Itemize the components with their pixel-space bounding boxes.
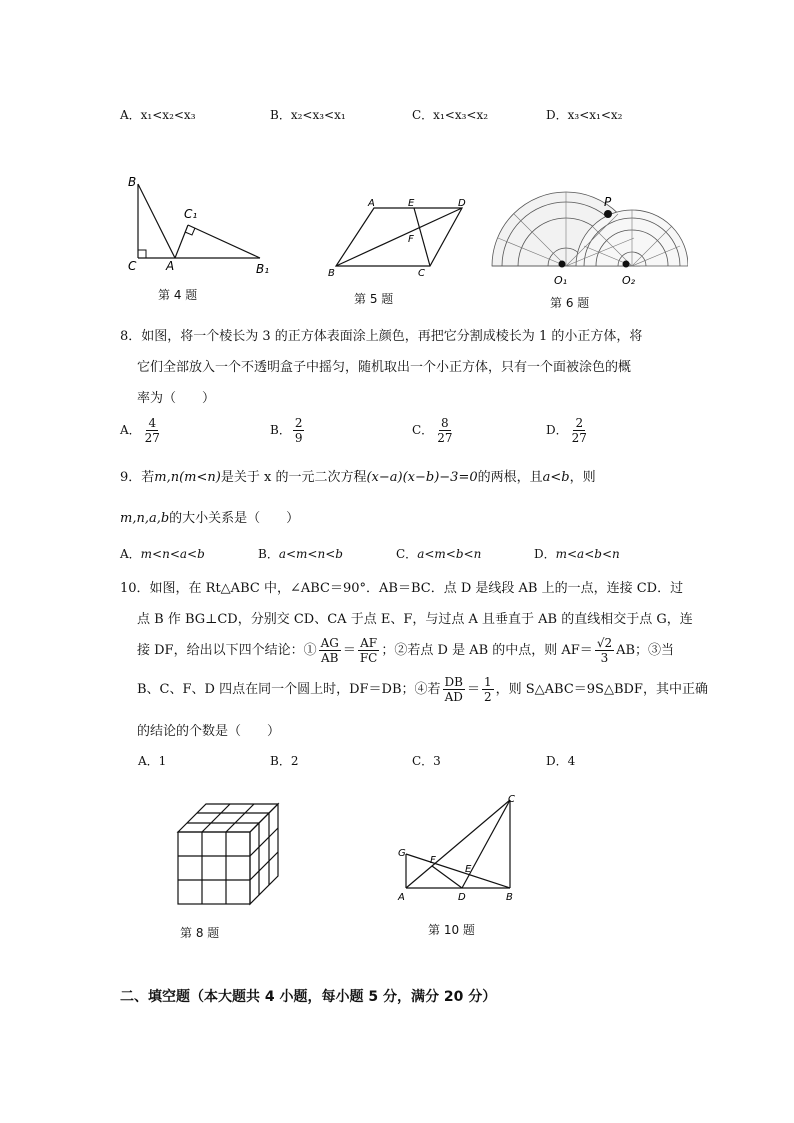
fig10-label-g: G (398, 848, 406, 859)
q10-frac3-num: √2 (596, 636, 613, 650)
fig10-label-e: E (465, 864, 472, 875)
fig4-label-c: C (128, 259, 137, 273)
q7-option-a: A．x₁<x₂<x₃ (120, 108, 196, 122)
q10-frac5-den: 2 (483, 690, 492, 704)
q7-option-c: C．x₁<x₃<x₂ (412, 108, 489, 122)
fig5-label-a: A (368, 198, 375, 209)
fig5-label-e: E (408, 198, 415, 209)
figure-8-caption: 第 8 题 (180, 926, 220, 940)
fig10-label-b: B (506, 892, 513, 903)
q8-option-b-den: 9 (294, 431, 303, 445)
q8-option-c-den: 27 (437, 431, 453, 445)
fig10-label-f: F (430, 855, 436, 866)
q7-option-d: D．x₃<x₁<x₂ (546, 108, 623, 122)
q8-option-b-num: 2 (294, 416, 303, 430)
q9-option-a-expr: m<n<a<b (140, 547, 205, 561)
q10-line3-b: ；②若点 D 是 AB 的中点，则 AF＝ (381, 643, 593, 658)
q10-line-4 (137, 672, 708, 708)
q8-option-c-label: C． (412, 423, 434, 437)
q9-end: ，则 (569, 470, 596, 485)
q10-frac5-num: 1 (483, 675, 492, 689)
figure-10-triangle (392, 790, 532, 908)
section-2-heading: 二、填空题（本大题共 4 小题，每小题 5 分，满分 20 分） (120, 989, 497, 1005)
q9-line2-text: 的大小关系是（ ） (169, 511, 300, 526)
fig4-label-c1: C₁ (184, 207, 198, 221)
figure-5-caption: 第 5 题 (354, 292, 394, 306)
fig6-label-o2: O₂ (622, 274, 636, 287)
figure-8-cube (170, 796, 290, 916)
q10-eq-1: ＝ (342, 643, 356, 658)
fig6-label-o1: O₁ (554, 274, 568, 287)
fig4-label-a: A (166, 259, 175, 273)
q10-line-5: 的结论的个数是（ ） (137, 724, 281, 739)
q10-line4-b: ，则 S△ABC＝9S△BDF，其中正确 (495, 682, 708, 697)
q9-option-c-expr: a<m<b<n (417, 547, 482, 561)
q9-line-2 (120, 507, 299, 526)
fig10-label-a: A (398, 892, 405, 903)
fig4-label-b: B (128, 175, 137, 189)
q9-prefix: 9．若 (120, 470, 155, 485)
q10-frac3-den: 3 (600, 651, 609, 665)
q9-option-b-label: B． (258, 547, 279, 561)
q9-option-a (120, 545, 205, 562)
q8-option-c (412, 416, 456, 445)
fig6-label-p: P (604, 195, 612, 209)
q9-mid: 是关于 x 的一元二次方程 (220, 470, 367, 485)
q10-frac2-den: FC (359, 651, 378, 665)
q10-option-a: A．1 (138, 754, 167, 768)
q9-line2-vars: m,n,a,b (120, 511, 170, 526)
q7-option-b: B．x₂<x₃<x₁ (270, 108, 346, 122)
q9-option-c-label: C． (396, 547, 418, 561)
q8-line-2: 它们全部放入一个不透明盒子中摇匀，随机取出一个小正方体，只有一个面被涂色的概 (137, 360, 632, 375)
q8-option-b (270, 416, 306, 445)
q9-option-d-expr: m<a<b<n (555, 547, 620, 561)
fig5-label-c: C (418, 268, 425, 279)
q8-line-1: 8．如图，将一个棱长为 3 的正方体表面涂上颜色，再把它分割成棱长为 1 的小正方体，将 (120, 329, 643, 344)
q10-line-3 (137, 633, 674, 669)
fig10-label-c: C (508, 794, 515, 805)
q10-line4-a: B、C、F、D 四点在同一个圆上时，DF＝DB；④若 (137, 682, 441, 697)
q9-option-d (534, 545, 620, 562)
q8-option-a-num: 4 (148, 416, 157, 430)
q8-option-c-num: 8 (441, 416, 449, 430)
figure-6-caption: 第 6 题 (550, 296, 590, 310)
q9-vars: m,n(m<n) (154, 470, 221, 485)
q10-frac4-den: AD (444, 690, 463, 704)
fig10-label-d: D (458, 892, 466, 903)
q10-frac4-num: DB (444, 675, 463, 689)
q10-line3-a: 接 DF，给出以下四个结论：① (137, 643, 317, 658)
fig5-label-b: B (328, 268, 335, 279)
q10-option-d: D．4 (546, 754, 576, 768)
figure-10-caption: 第 10 题 (428, 923, 475, 937)
q10-frac1-den: AB (320, 651, 339, 665)
q9-option-a-label: A． (120, 547, 141, 561)
q9-option-b (258, 545, 343, 562)
q8-option-a-label: A． (120, 423, 141, 437)
q8-option-a (120, 416, 164, 445)
q8-option-a-den: 27 (144, 431, 160, 445)
figure-4-caption: 第 4 题 (158, 288, 198, 302)
figure-4-triangles (118, 170, 278, 280)
q9-equation: (x−a)(x−b)−3=0 (366, 470, 478, 485)
q9-option-b-expr: a<m<n<b (278, 547, 343, 561)
q9-option-d-label: D． (534, 547, 556, 561)
q9-condition: a<b (542, 470, 570, 485)
q9-line-1 (120, 466, 596, 485)
q8-option-b-label: B． (270, 423, 291, 437)
figure-5-parallelogram (320, 196, 470, 280)
q8-option-d-label: D． (546, 423, 568, 437)
q10-eq-2: ＝ (466, 682, 480, 697)
fig5-label-d: D (458, 198, 466, 209)
q8-line-3: 率为（ ） (137, 391, 216, 406)
q10-frac2-num: AF (360, 636, 378, 650)
q9-option-c (396, 545, 481, 562)
q10-frac1-num: AG (320, 636, 339, 650)
q10-option-b: B．2 (270, 754, 299, 768)
fig4-label-b1: B₁ (256, 262, 270, 276)
q9-mid2: 的两根，且 (477, 470, 543, 485)
figure-6-protractors (488, 188, 688, 288)
fig5-label-f: F (408, 234, 414, 245)
q10-line3-c: AB；③当 (616, 643, 675, 658)
q10-option-c: C．3 (412, 754, 441, 768)
q8-option-d-num: 2 (575, 416, 584, 430)
q10-line-2: 点 B 作 BG⊥CD，分别交 CD、CA 于点 E、F，与过点 A 且垂直于 AB 的直线相交于点 G，连 (137, 612, 693, 627)
q10-line-1: 10．如图，在 Rt△ABC 中，∠ABC＝90°．AB＝BC．点 D 是线段 AB 上的一点，连接 CD．过 (120, 581, 684, 596)
q8-option-d-den: 27 (571, 431, 587, 445)
q8-option-d (546, 416, 591, 445)
